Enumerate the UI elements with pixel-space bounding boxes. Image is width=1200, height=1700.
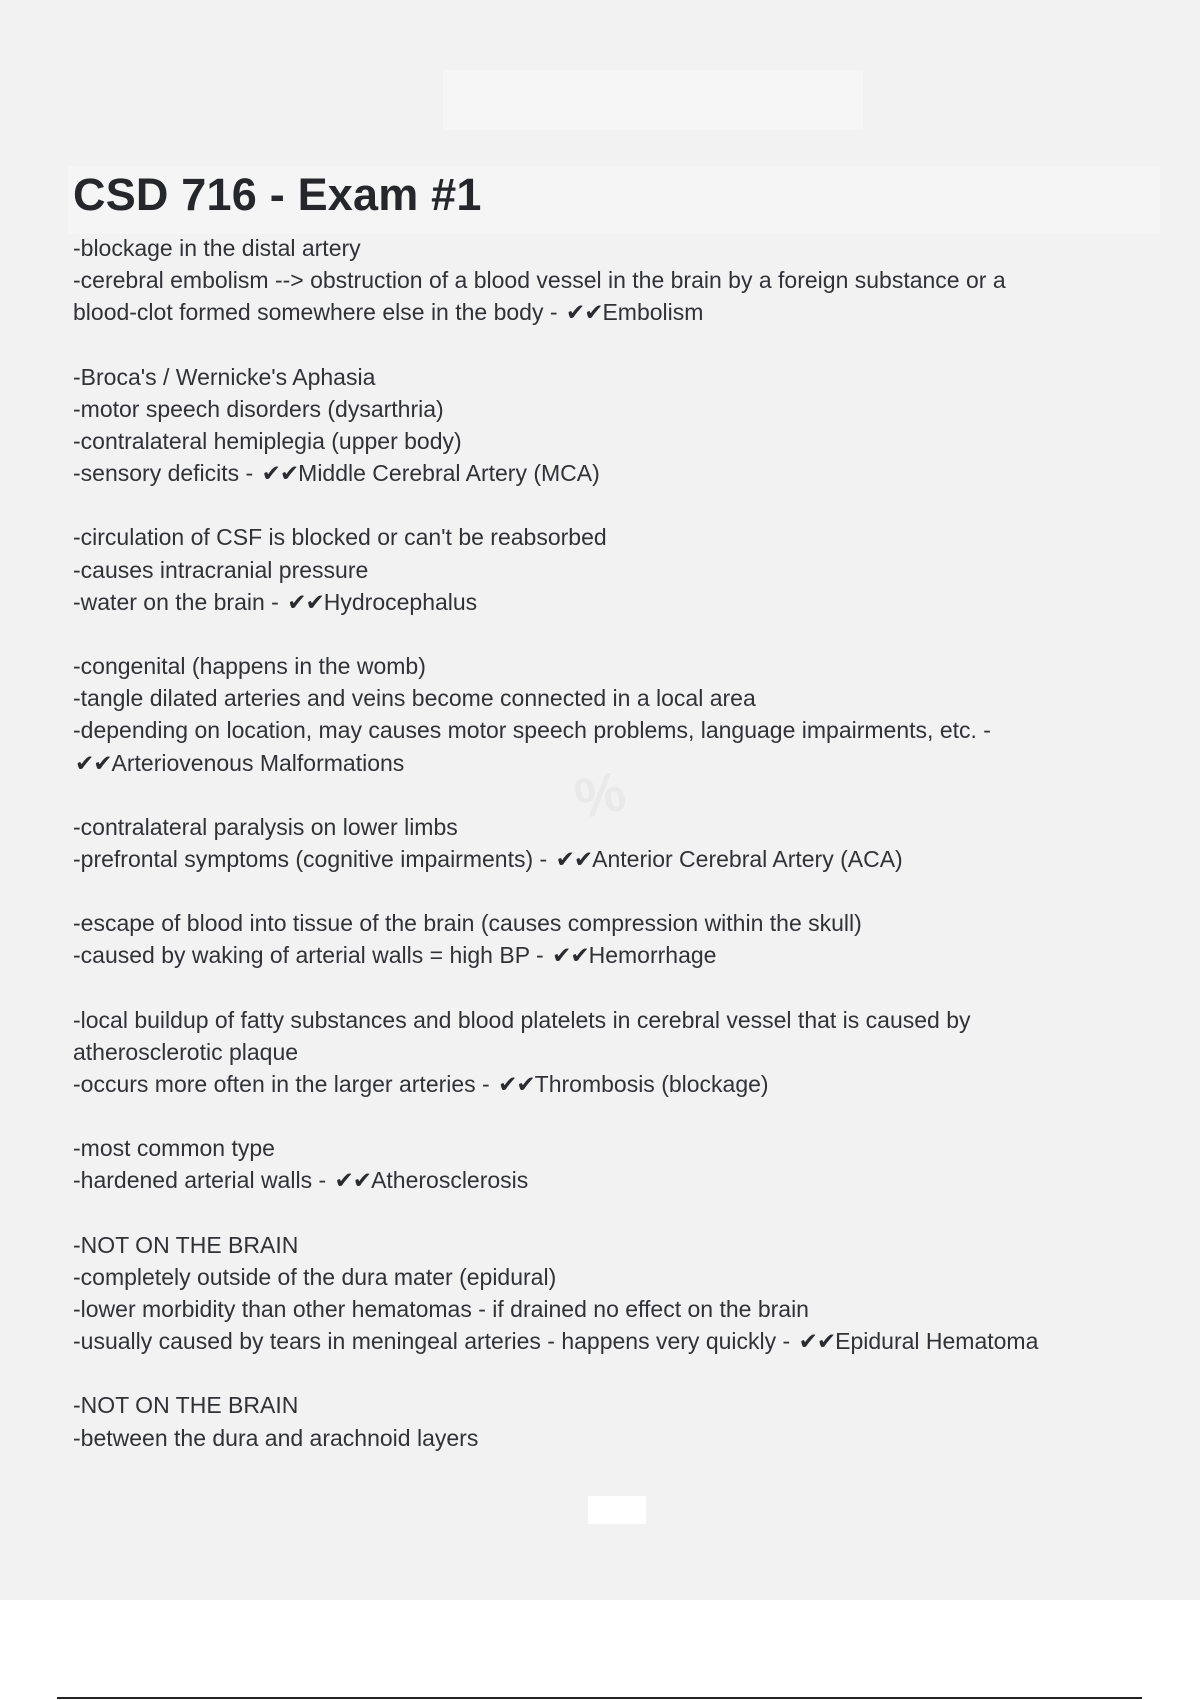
flashcard-answer-line <box>73 747 1113 779</box>
flashcard-line <box>73 521 1113 553</box>
flashcard-line <box>73 907 1113 939</box>
flashcard-prompt-text: -escape of blood into tissue of the brain (causes compression within the skull) <box>73 910 862 937</box>
flashcard-line <box>73 1261 1113 1293</box>
page-number-band <box>588 1496 646 1524</box>
flashcard <box>73 650 1113 779</box>
double-check-icon: ✔✔ <box>498 1071 535 1098</box>
flashcard-answer: Middle Cerebral Artery (MCA) <box>298 460 600 487</box>
flashcard-line <box>73 1132 1113 1164</box>
flashcard-prompt-text: -blockage in the distal artery <box>73 235 361 261</box>
flashcard-line <box>73 811 1113 843</box>
flashcard-prompt-text: -tangle dilated arteries and veins become connected in a local area <box>73 685 756 712</box>
flashcard-line <box>73 393 1113 425</box>
flashcard-line <box>73 457 1113 489</box>
flashcard-line <box>73 586 1113 618</box>
double-check-icon: ✔✔ <box>798 1328 836 1355</box>
flashcard-prompt-text: -NOT ON THE BRAIN <box>73 1231 299 1258</box>
flashcard-line <box>73 554 1113 586</box>
flashcard-line <box>73 1036 1113 1068</box>
flashcard-line <box>73 1004 1113 1036</box>
double-check-icon: ✔✔ <box>334 1167 372 1194</box>
flashcard <box>73 907 1113 971</box>
flashcard-answer: Anterior Cerebral Artery (ACA) <box>592 846 903 873</box>
footer-rule <box>57 1697 1142 1699</box>
double-check-icon: ✔✔ <box>75 749 112 776</box>
flashcard-prompt-text: -sensory deficits - <box>73 460 254 487</box>
flashcard <box>73 232 1113 329</box>
double-check-icon: ✔✔ <box>555 846 593 873</box>
flashcard <box>73 521 1113 618</box>
flashcard-prompt-text: -contralateral hemiplegia (upper body) <box>73 428 462 455</box>
flashcard-line <box>73 843 1113 875</box>
flashcard-prompt-text: -prefrontal symptoms (cognitive impairments) - <box>73 846 548 873</box>
page-title: CSD 716 - Exam #1 <box>73 169 482 220</box>
flashcard-prompt-text: -local buildup of fatty substances and blood platelets in cerebral vessel that is caused by <box>73 1006 971 1033</box>
flashcard <box>73 361 1113 490</box>
flashcard-line <box>73 682 1113 714</box>
flashcard-prompt-text: -usually caused by tears in meningeal arteries - happens very quickly - <box>73 1328 791 1355</box>
flashcard-answer: Hydrocephalus <box>323 588 478 615</box>
flashcard-line <box>73 1389 1113 1421</box>
flashcard-prompt-text: -between the dura and arachnoid layers <box>73 1424 479 1451</box>
flashcard-prompt-text: -NOT ON THE BRAIN <box>73 1392 299 1419</box>
flashcard <box>73 1004 1113 1101</box>
flashcard-prompt-text: -water on the brain - <box>73 588 279 615</box>
flashcard-prompt-text: blood-clot formed somewhere else in the body - <box>73 299 558 326</box>
flashcard-line <box>73 1068 1113 1100</box>
flashcard-prompt-text: -Broca's / Wernicke's Aphasia <box>73 363 376 390</box>
flashcard-line <box>73 714 1113 746</box>
flashcard-prompt-text: -occurs more often in the larger arteries - <box>73 1071 490 1098</box>
flashcard-answer: Epidural Hematoma <box>835 1328 1039 1355</box>
flashcard-prompt-text: -circulation of CSF is blocked or can't be reabsorbed <box>73 524 607 551</box>
flashcard-prompt-text: -lower morbidity than other hematomas - if drained no effect on the brain <box>73 1296 809 1323</box>
flashcard-prompt-text: -causes intracranial pressure <box>73 556 369 583</box>
flashcard <box>73 1132 1113 1196</box>
flashcard-line <box>73 264 1113 296</box>
flashcard-line <box>73 1325 1113 1357</box>
flashcard-line <box>73 650 1113 682</box>
double-check-icon: ✔✔ <box>552 942 589 969</box>
flashcard-prompt-text: -cerebral embolism --> obstruction of a blood vessel in the brain by a foreign substance or a <box>73 267 1006 294</box>
flashcard-line <box>73 1229 1113 1261</box>
flashcard-line <box>73 939 1113 971</box>
flashcard-prompt-text: -hardened arterial walls - <box>73 1167 327 1194</box>
flashcard-line <box>73 1293 1113 1325</box>
flashcard-line <box>73 1422 1113 1454</box>
double-check-icon: ✔✔ <box>565 299 603 326</box>
flashcard-answer: Arteriovenous Malformations <box>111 749 405 776</box>
flashcard-line <box>73 1164 1113 1196</box>
watermark: % <box>568 758 631 831</box>
flashcard <box>73 1229 1113 1358</box>
flashcard-prompt-text: -most common type <box>73 1135 275 1162</box>
flashcard-answer: Embolism <box>602 299 704 326</box>
flashcard-prompt-text: -depending on location, may causes motor speech problems, language impairments, etc. - <box>73 717 991 744</box>
flashcard <box>73 1389 1113 1453</box>
flashcard-prompt-text: atherosclerotic plaque <box>73 1038 299 1065</box>
flashcard-prompt-text: -caused by waking of arterial walls = high BP - <box>73 942 544 969</box>
flashcard-answer: Thrombosis (blockage) <box>534 1071 769 1098</box>
double-check-icon: ✔✔ <box>261 460 299 487</box>
flashcard-answer: Hemorrhage <box>588 942 717 969</box>
flashcard-line <box>73 425 1113 457</box>
flashcard <box>73 811 1113 875</box>
flashcard-line <box>73 232 1113 264</box>
header-band <box>443 70 863 130</box>
flashcard-line <box>73 296 1113 328</box>
flashcard-line <box>73 361 1113 393</box>
flashcard-answer: Atherosclerosis <box>371 1167 529 1194</box>
flashcard-list <box>73 232 1113 1486</box>
flashcard-prompt-text: -motor speech disorders (dysarthria) <box>73 395 444 422</box>
flashcard-prompt-text: -completely outside of the dura mater (epidural) <box>73 1263 557 1290</box>
double-check-icon: ✔✔ <box>287 588 324 615</box>
flashcard-prompt-text: -congenital (happens in the womb) <box>73 653 426 680</box>
flashcard-prompt-text: -contralateral paralysis on lower limbs <box>73 813 458 840</box>
